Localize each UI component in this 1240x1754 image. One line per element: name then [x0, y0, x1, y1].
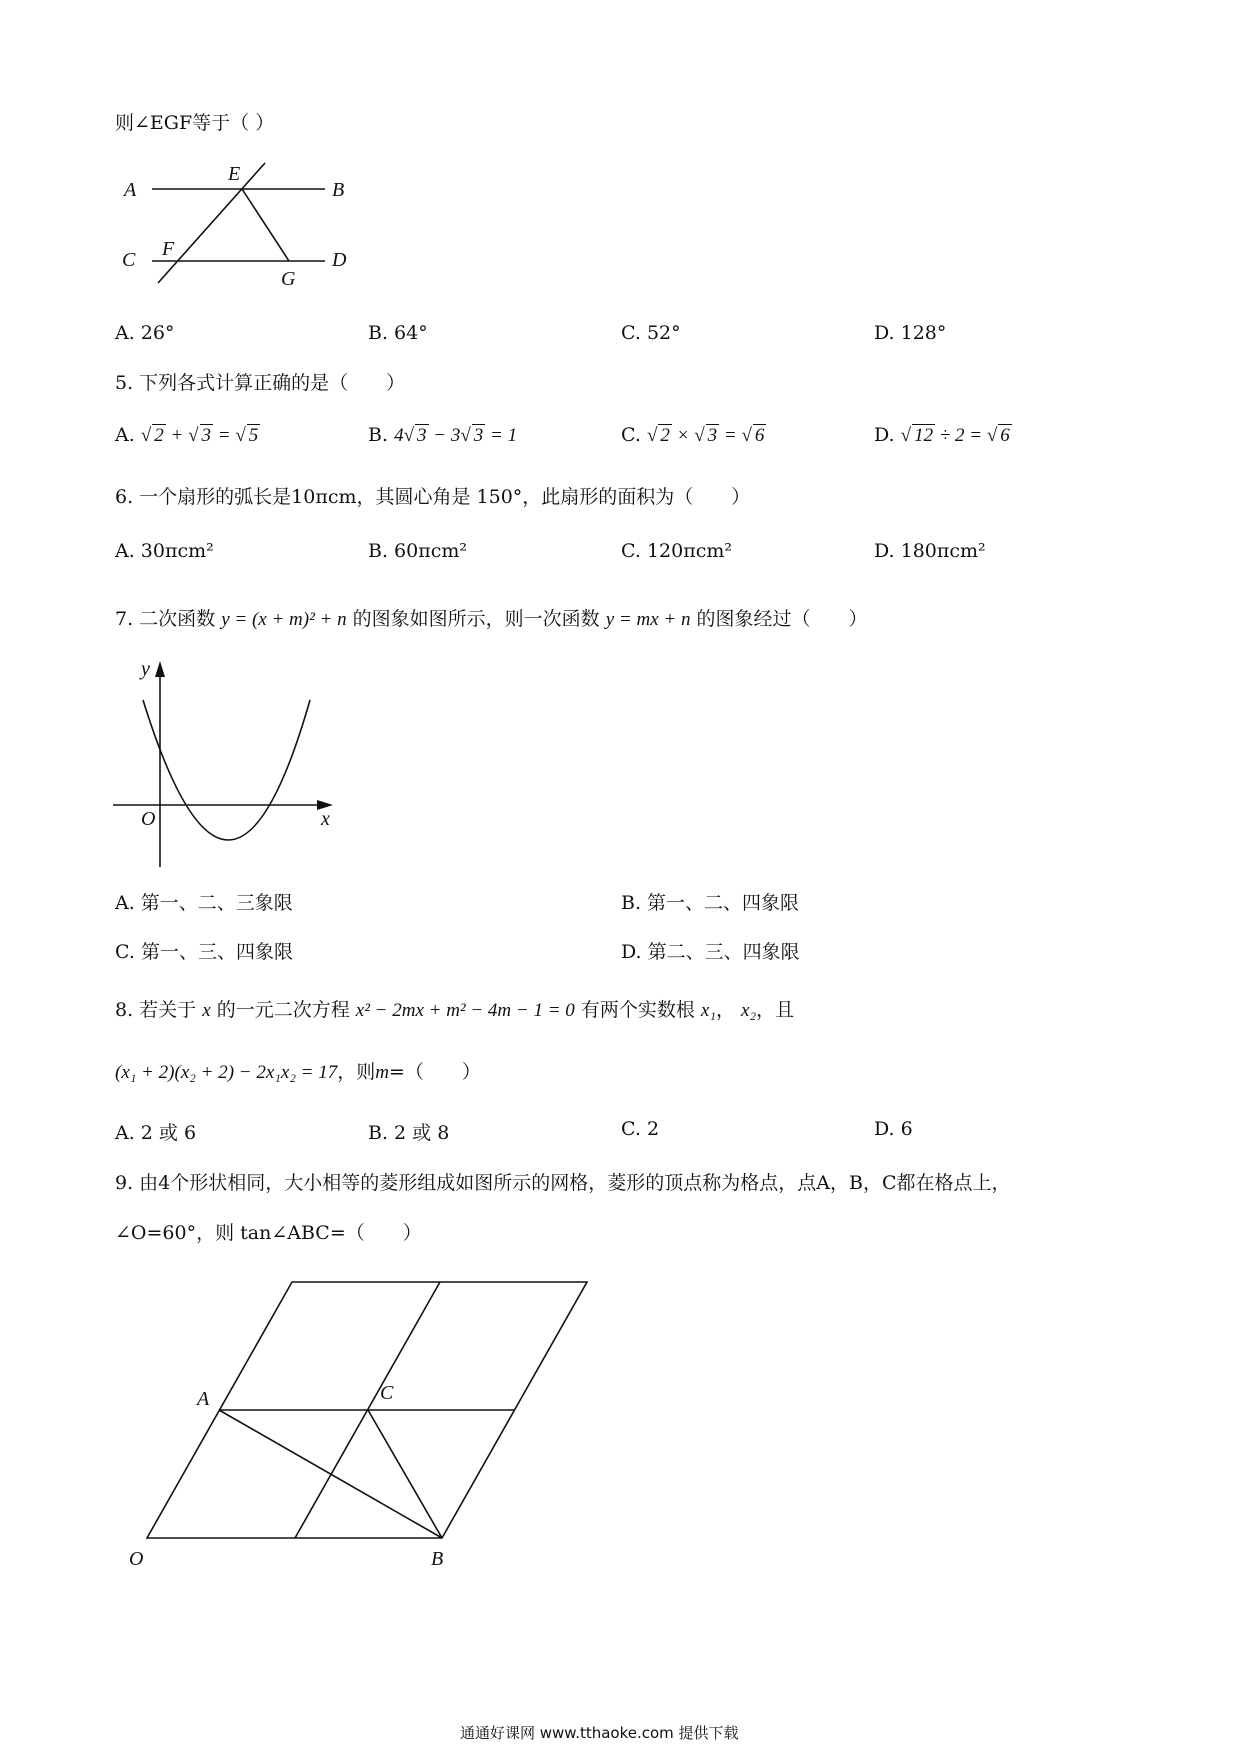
- q7-option-a: A. 第一、二、三象限: [115, 892, 293, 914]
- q7-option-c: C. 第一、三、四象限: [115, 941, 293, 963]
- q6-option-a: A. 30πcm²: [115, 540, 214, 562]
- q9-label-b: B: [431, 1548, 444, 1570]
- q9-line2: ∠O=60°，则 tan∠ABC=（ ）: [115, 1222, 422, 1244]
- q4-option-a: A. 26°: [115, 322, 175, 344]
- q8-option-a: A. 2 或 6: [115, 1122, 197, 1144]
- q8-line2: (x₁ + 2)(x₂ + 2) − 2x₁x₂ = 17，则m=（ ）: [115, 1061, 481, 1083]
- q4-option-c: C. 52°: [621, 322, 681, 344]
- q4-label-c: C: [122, 249, 136, 271]
- q9-label-o: O: [129, 1548, 144, 1570]
- q7-label-y: y: [141, 658, 150, 680]
- q4-option-b: B. 64°: [368, 322, 428, 344]
- q9-label-c: C: [380, 1382, 394, 1404]
- q7-option-b: B. 第一、二、四象限: [621, 892, 800, 914]
- q9-rhombus-grid: [115, 1260, 615, 1580]
- q8-line1: 8. 若关于 x 的一元二次方程 x² − 2mx + m² − 4m − 1 = 0 有两个实数根 x₁， x₂，且: [115, 999, 795, 1021]
- q5-stem: 5. 下列各式计算正确的是（ ）: [115, 372, 406, 394]
- q7-option-d: D. 第二、三、四象限: [621, 941, 800, 963]
- q7-graph: [105, 655, 345, 877]
- q4-stem: 则∠EGF等于（ ）: [115, 112, 275, 134]
- q9-label-a: A: [197, 1388, 210, 1410]
- q8-option-b: B. 2 或 8: [368, 1122, 450, 1144]
- q6-option-b: B. 60πcm²: [368, 540, 467, 562]
- q5-option-d: D. √ 12 ÷ 2 = √ 6: [874, 424, 1010, 446]
- q5-option-c: C. √ 2 × √ 3 = √ 6: [621, 424, 765, 446]
- q6-stem: 6. 一个扇形的弧长是10πcm，其圆心角是 150°，此扇形的面积为（ ）: [115, 486, 751, 508]
- q8-equation: x² − 2mx + m² − 4m − 1 = 0: [355, 1000, 575, 1021]
- q8-option-c: C. 2: [621, 1118, 660, 1140]
- q4-label-d: D: [332, 249, 347, 271]
- q4-option-d: D. 128°: [874, 322, 947, 344]
- q7-formula-linear: y = mx + n: [605, 609, 691, 630]
- page-footer: 通通好课网 www.tthaoke.com 提供下载: [460, 1724, 739, 1742]
- q8-condition: (x₁ + 2)(x₂ + 2) − 2x₁x₂ = 17: [115, 1062, 338, 1083]
- q6-option-d: D. 180πcm²: [874, 540, 986, 562]
- q8-option-d: D. 6: [874, 1118, 913, 1140]
- q5-option-b: B. 4√ 3 − 3√ 3 = 1: [368, 424, 518, 446]
- q5-option-a: A. √ 2 + √ 3 = √ 5: [115, 424, 259, 446]
- q4-label-f: F: [162, 238, 175, 260]
- q7-formula-quadratic: y = (x + m)² + n: [221, 609, 347, 630]
- q6-option-c: C. 120πcm²: [621, 540, 732, 562]
- q4-label-g: G: [281, 268, 296, 290]
- q4-label-e: E: [228, 163, 241, 185]
- q7-label-x: x: [321, 808, 330, 830]
- q7-label-o: O: [141, 808, 156, 830]
- q4-label-b: B: [332, 179, 345, 201]
- q4-label-a: A: [124, 179, 137, 201]
- q7-stem: 7. 二次函数 y = (x + m)² + n 的图象如图所示，则一次函数 y = mx + n 的图象经过（ ）: [115, 608, 868, 630]
- q9-line1: 9. 由4个形状相同，大小相等的菱形组成如图所示的网格，菱形的顶点称为格点，点A，B，C都在格点上，: [115, 1172, 1011, 1194]
- q4-figure: [110, 155, 370, 290]
